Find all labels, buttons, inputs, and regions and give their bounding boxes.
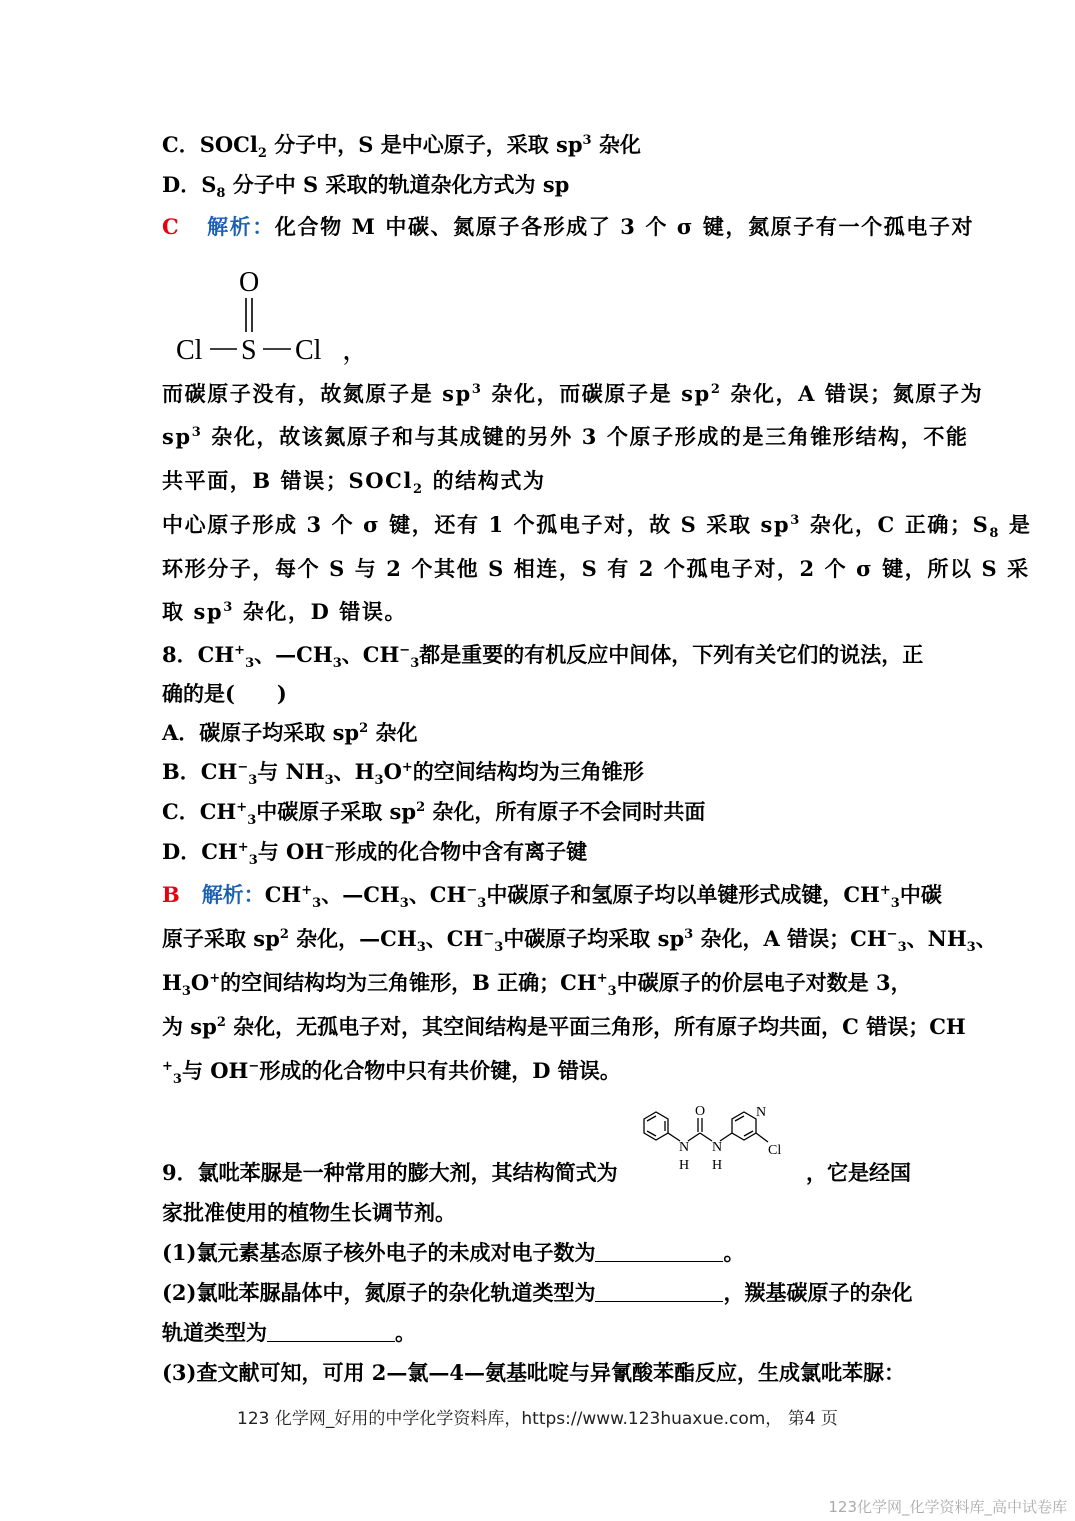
q9-part3: (3)查文献可知，可用 2—氯—4—氨基吡啶与异氰酸苯酯反应，生成氯吡苯脲： — [162, 1360, 906, 1385]
answer-blank — [267, 1321, 395, 1342]
q8-explanation-line2: 原子采取 $sp^2$ 杂化，$—CH_3$、$CH^-_3$中碳原子均采取 $sp^3$ 杂化，A 错误；$CH^-_3$、$NH_3$、 — [162, 926, 997, 956]
svg-text:Cl: Cl — [176, 335, 203, 366]
q8-explanation-line4: 为 $sp^2$ 杂化，无孤电子对，其空间结构是平面三角形，所有原子均共面，C 错误；CH — [162, 1014, 966, 1039]
q7-option-d: D．$S_8$ 分子中 S 采取的轨道杂化方式为 sp — [162, 172, 570, 202]
q8-explanation-line3: $H_3O^+$的空间结构均为三角锥形，B 正确；$CH^+_3$中碳原子的价层电子对数是 3， — [162, 970, 912, 1000]
q8-option-c: C．$CH^+_3$中碳原子采取 $sp^2$ 杂化，所有原子不会同时共面 — [162, 799, 706, 829]
svg-text:，: ， — [342, 335, 370, 366]
q7-explanation-line7: 取 $sp^3$ 杂化，D 错误。 — [162, 599, 408, 624]
q7-explanation-line1: C 解析：化合物 M 中碳、氮原子各形成了 3 个 σ 键，氮原子有一个孤电子对 — [162, 214, 975, 239]
q7-explanation-line4: 共平面，B 错误；SOCl$_2$ 的结构式为 — [162, 468, 546, 498]
q8-option-d: D．$CH^+_3$与 OH−形成的化合物中含有离子键 — [162, 839, 588, 869]
svg-text:O: O — [239, 267, 260, 298]
watermark: 123化学网_化学资料库_高中试卷库 — [828, 1498, 1067, 1516]
svg-text:H: H — [679, 1158, 690, 1173]
q9-part1: (1)氯元素基态原子核外电子的未成对电子数为 。 — [162, 1240, 745, 1265]
q7-answer: C — [162, 214, 181, 239]
q9-part2-line2: 轨道类型为 。 — [162, 1320, 416, 1345]
q8-stem-line1: 8．$CH^+_3$、$—CH_3$、$CH^-_3$都是重要的有机反应中间体，下列有关它们的说法，正 — [162, 642, 924, 672]
q8-analysis-label: 解析： — [201, 882, 265, 907]
q7-explanation-line6: 环形分子，每个 S 与 2 个其他 S 相连，S 有 2 个孤电子对，2 个 σ 键，所以 S 采 — [162, 556, 1030, 581]
q8-explanation-line1: B 解析：$CH^+_3$、$—CH_3$、$CH^-_3$中碳原子和氢原子均以单键形式成键，$CH^+_3$中碳 — [162, 882, 942, 912]
q8-option-b: B．$CH^-_3$与 $NH_3$、$H_3O^+$的空间结构均为三角锥形 — [162, 759, 644, 789]
svg-text:N: N — [679, 1140, 690, 1155]
svg-text:O: O — [695, 1104, 706, 1119]
answer-blank — [595, 1281, 723, 1302]
svg-text:H: H — [712, 1158, 723, 1173]
svg-text:Cl: Cl — [295, 335, 322, 366]
q9-part2-line1: (2)氯吡苯脲晶体中，氮原子的杂化轨道类型为 ，羰基碳原子的杂化 — [162, 1280, 913, 1305]
q9-stem-line1b: ，它是经国 — [806, 1160, 911, 1185]
q7-explanation-line3: $sp^3$ 杂化，故该氮原子和与其成键的另外 3 个原子形成的是三角锥形结构，不能 — [162, 424, 969, 449]
chlorpyrifos-phenylurea-structure — [634, 1098, 810, 1182]
socl2-structure — [170, 262, 370, 372]
q8-explanation-line5: +$_3$与 OH−形成的化合物中只有共价键，D 错误。 — [162, 1058, 621, 1088]
svg-text:N: N — [756, 1105, 767, 1120]
q9-stem-line1a: 9．氯吡苯脲是一种常用的膨大剂，其结构简式为 — [162, 1160, 618, 1185]
q9-stem-line2: 家批准使用的植物生长调节剂。 — [162, 1200, 456, 1225]
q7-explanation-line2: 而碳原子没有，故氮原子是 $sp^3$ 杂化，而碳原子是 $sp^2$ 杂化，A 错误；氮原子为 — [162, 381, 984, 406]
answer-blank — [595, 1241, 723, 1262]
svg-text:N: N — [712, 1140, 723, 1155]
svg-text:Cl: Cl — [768, 1143, 782, 1158]
page-footer: 123 化学网_好用的中学化学资料库，https://www.123huaxue.com， 第4 页 — [237, 1409, 838, 1429]
q8-option-a: A．碳原子均采取 $sp^2$ 杂化 — [162, 720, 418, 745]
q8-stem-line2: 确的是( ) — [162, 681, 287, 706]
q8-answer: B — [162, 882, 180, 907]
svg-text:S: S — [241, 335, 257, 366]
q7-analysis-label: 解析： — [207, 214, 275, 239]
q7-option-c: C．SOCl$_2$ 分子中，S 是中心原子，采取 $sp^3$ 杂化 — [162, 132, 641, 162]
q7-explanation-line5: 中心原子形成 3 个 σ 键，还有 1 个孤电子对，故 S 采取 $sp^3$ 杂化，C 正确；$S_8$ 是 — [162, 512, 1032, 542]
